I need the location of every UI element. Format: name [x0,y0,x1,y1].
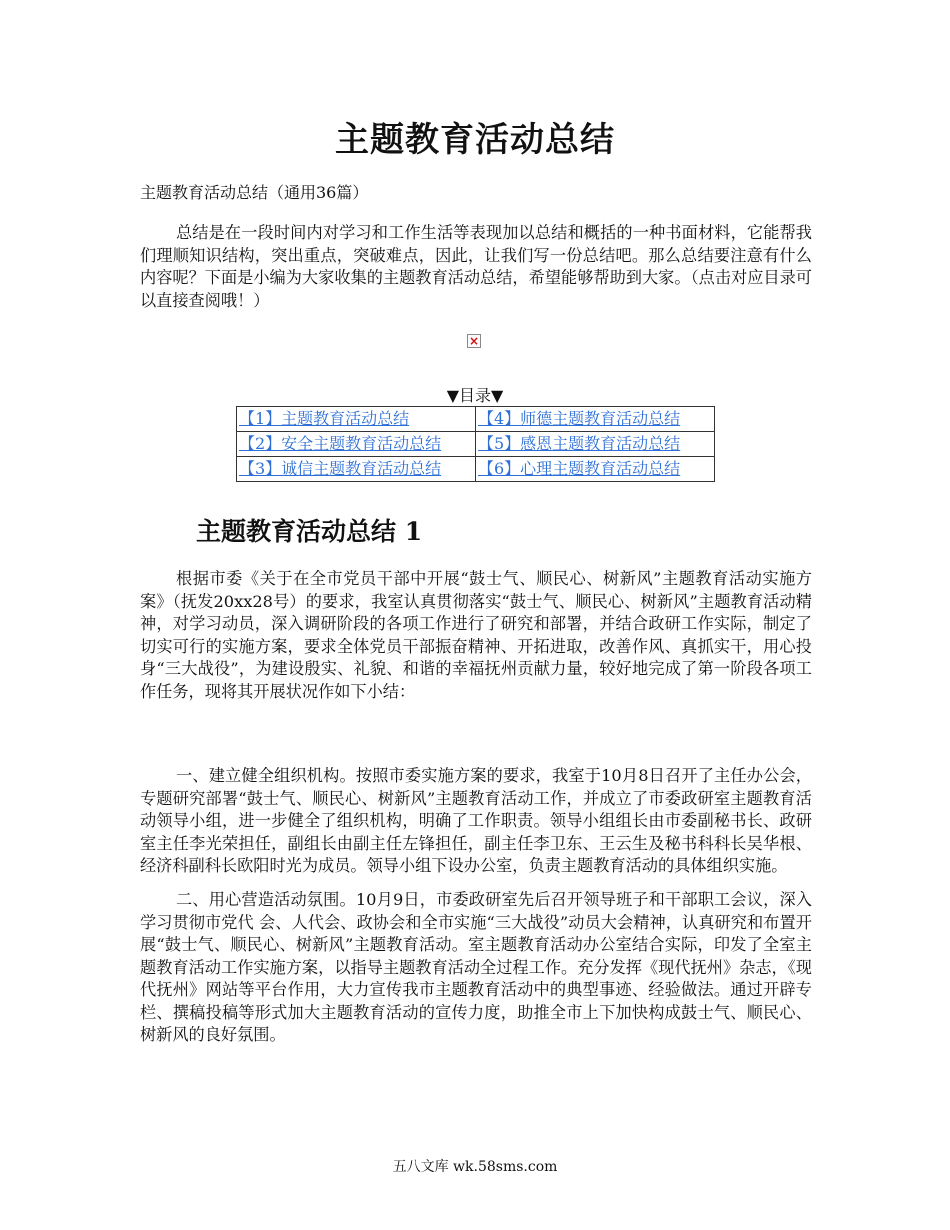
toc-cell [476,407,715,432]
section-paragraph-2: 一、建立健全组织机构。按照市委实施方案的要求，我室于10月8日召开了主任办公会，专题研究部署“鼓士气、顺民心、树新风”主题教育活动工作，并成立了市委政研室主题教育活动领导小组，进一步健全了组织机构，明确了工作职责。领导小组组长由市委副秘书长、政研室主任李光荣担任，副组长由副主任左锋担任，副主任李卫东、王云生及秘书科科长吴华根、经济科副科长欧阳时光为成员。领导小组下设办公室，负责主题教育活动的具体组织实施。 [140,766,812,875]
toc-link-6[interactable]: 【6】心理主题教育活动总结 [478,459,681,478]
section-paragraph-1: 根据市委《关于在全市党员干部中开展“鼓士气、顺民心、树新风”主题教育活动实施方案》（抚发20xx28号）的要求，我室认真贯彻落实“鼓士气、顺民心、树新风”主题教育活动精神，对学习动员，深入调研阶段的各项工作进行了研究和部署，并结合政研工作实际，制定了切实可行的实施方案，要求全体党员干部振奋精神、开拓进取，改善作风、真抓实干，用心投身“三大战役”，为建设殷实、礼貌、和谐的幸福抚州贡献力量，较好地完成了第一阶段各项工作任务，现将其开展状况作如下小结： [140,569,812,701]
intro-paragraph: 总结是在一段时间内对学习和工作生活等表现加以总结和概括的一种书面材料，它能帮我们理顺知识结构，突出重点，突破难点，因此，让我们写一份总结吧。那么总结要注意有什么内容呢？下面是小编为大家收集的主题教育活动总结，希望能够帮助到大家。（点击对应目录可以直接查阅哦！） [140,223,812,310]
toc-row [237,457,715,482]
toc-heading: ▼目录▼ [446,386,504,405]
page-footer: 五八文库 wk.58sms.com [392,1159,558,1175]
toc-row [237,407,715,432]
toc-link-3[interactable]: 【3】诚信主题教育活动总结 [239,459,442,478]
toc-link-2[interactable]: 【2】安全主题教育活动总结 [239,434,442,453]
section-paragraph-3: 二、用心营造活动氛围。10月9日，市委政研室先后召开领导班子和干部职工会议，深入学习贯彻市党代 会、人代会、政协会和全市实施“三大战役”动员大会精神，认真研究和布置开展“鼓士气、顺民心、树新风”主题教育活动。室主题教育活动办公室结合实际，印发了全室主题教育活动工作实施方案，以指导主题教育活动全过程工作。充分发挥《现代抚州》杂志，《现代抚州》网站等平台作用，大力宣传我市主题教育活动中的典型事迹、经验做法。通过开辟专栏、撰稿投稿等形式加大主题教育活动的宣传力度，助推全市上下加快构成鼓士气、顺民心、树新风的良好氛围。 [140,890,812,1044]
toc-cell [476,432,715,457]
section-title: 主题教育活动总结 1 [196,517,423,546]
toc-link-5[interactable]: 【5】感恩主题教育活动总结 [478,434,681,453]
toc-cell [237,457,476,482]
toc-row [237,432,715,457]
broken-image-icon: × [468,334,480,348]
toc-link-1[interactable]: 【1】主题教育活动总结 [239,409,410,428]
document-subtitle: 主题教育活动总结（通用36篇） [140,183,369,202]
toc-cell [237,407,476,432]
toc-table [236,406,715,482]
toc-link-4[interactable]: 【4】师德主题教育活动总结 [478,409,681,428]
document-title: 主题教育活动总结 [335,120,615,160]
toc-cell [476,457,715,482]
toc-cell [237,432,476,457]
